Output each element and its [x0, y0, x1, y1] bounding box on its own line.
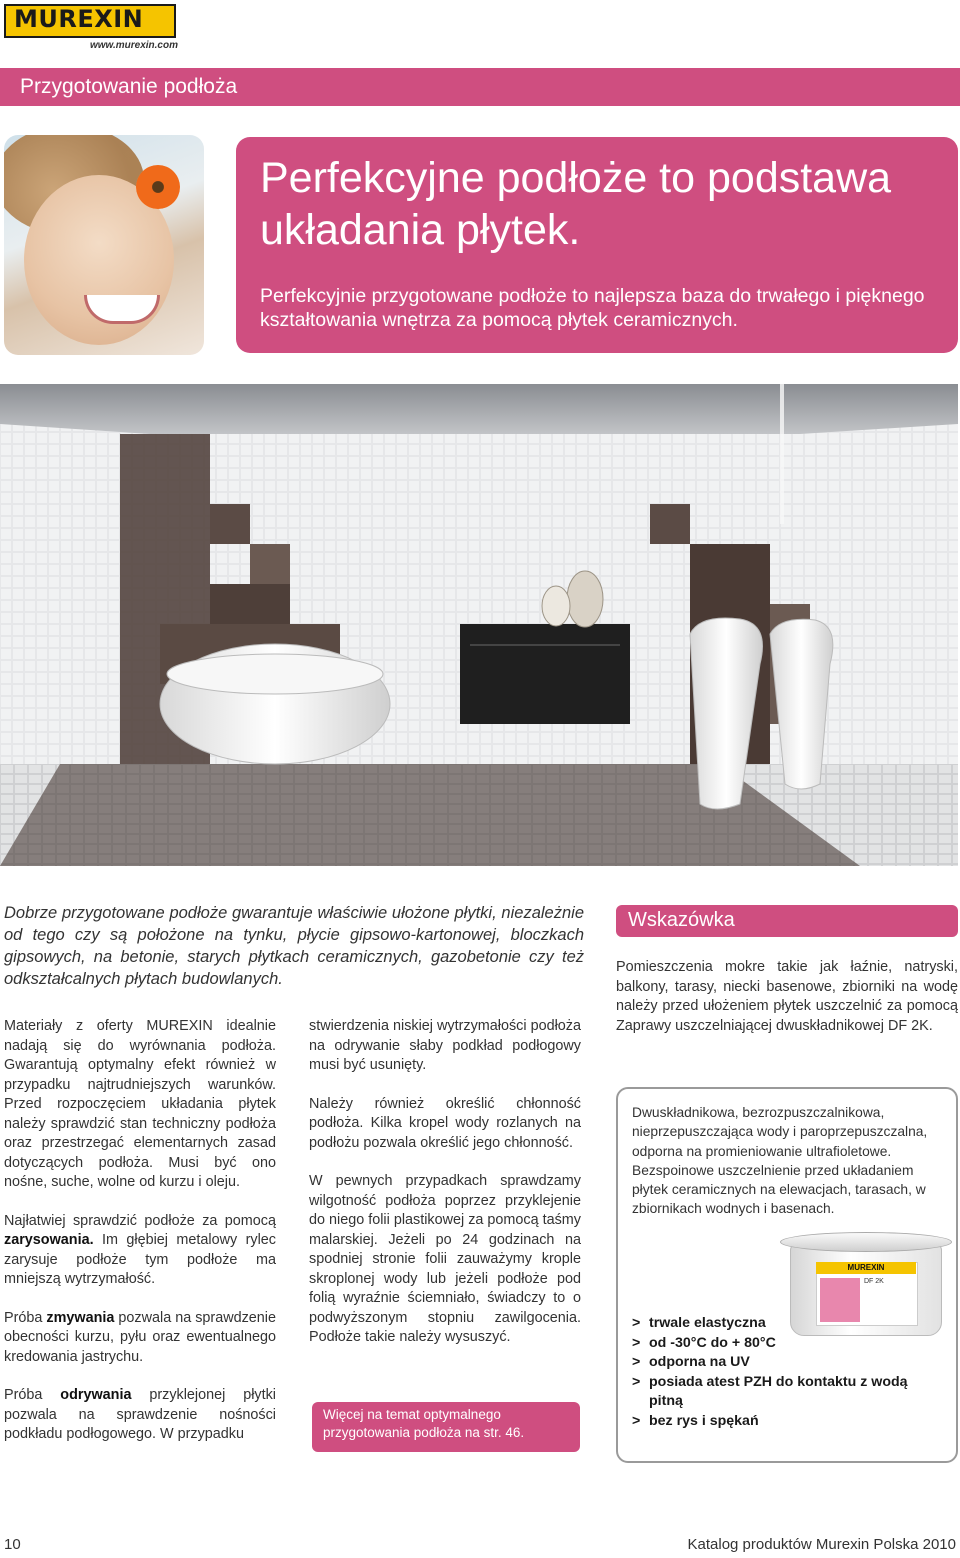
- col1-paragraph-3: [4, 1309, 276, 1368]
- col1-p4-bold: odrywania: [60, 1387, 132, 1403]
- col1-p4-text-a: Próba: [4, 1387, 61, 1403]
- section-title: Przygotowanie podłoża: [20, 75, 238, 98]
- footer-title: Katalog produktów Murexin Polska 2010: [687, 1536, 956, 1553]
- page-number: 10: [4, 1536, 21, 1553]
- more-info-link[interactable]: Więcej na temat optymalnego przygotowania podłoża na str. 46.: [323, 1407, 525, 1440]
- col1-paragraph-1: Materiały z oferty MUREXIN idealnie nadają się do wyrównania podłoża. Gwarantują optymalny efekt również w przypadku najtrudniejszych warunków. Przed rozpoczęciem układania płytek należy sprawdzić stan techniczny podłoża oraz przestrzegać elementarnych zasad dotyczących podłoża. Musi być ono nośne, suche, wolne od kurzu i oleju.: [4, 1018, 276, 1190]
- col1-p2-text-a: Najłatwiej sprawdzić podłoże za pomocą: [4, 1212, 276, 1229]
- feature-text: od -30°C do + 80°C: [649, 1334, 776, 1351]
- portrait-photo: [4, 135, 204, 355]
- feature-text: odporna na UV: [649, 1354, 750, 1370]
- feature-list: [632, 1314, 942, 1431]
- bullet-arrow-icon: >: [632, 1354, 641, 1370]
- feature-text: posiada atest PZH do kontaktu z wodą pitną: [649, 1373, 908, 1409]
- feature-item: [632, 1314, 942, 1334]
- col1-paragraph-4: [4, 1386, 276, 1445]
- logo-url[interactable]: www.murexin.com: [90, 40, 178, 51]
- bucket-brand: MUREXIN: [816, 1262, 916, 1274]
- bullet-arrow-icon: >: [632, 1315, 641, 1331]
- logo-text: MUREXIN: [14, 5, 144, 33]
- bucket-product-name: DF 2K: [864, 1278, 884, 1285]
- text-column-1: [4, 1017, 276, 1464]
- bathroom-photo: [0, 384, 958, 866]
- col1-p2-bold: zarysowania.: [4, 1232, 94, 1248]
- feature-item: [632, 1412, 942, 1432]
- page-subtitle: Perfekcyjnie przygotowane podłoże to najlepsza baza do trwałego i pięknego kształtowania wnętrza za pomocą płytek ceramicznych.: [260, 285, 925, 331]
- lead-paragraph: Dobrze przygotowane podłoże gwarantuje właściwie ułożone płytki, niezależnie od tego czy są położone na tynku, płycie gipsowo-kartonowej, bloczkach gipsowych, na betonie, starych płytkach ceramicznych, gazobetonie czy też odkształcalnych płytach budowlanych.: [4, 904, 584, 988]
- page-title: Perfekcyjne podłoże to podstawa układania płytek.: [260, 154, 892, 254]
- col1-p4-text-c: przyklejonej płytki pozwala na sprawdzenie nośności podkładu podłogowego. W przypadku: [4, 1387, 276, 1442]
- col2-paragraph-3: W pewnych przypadkach sprawdzamy wilgotność podłoża poprzez przyklejenie do niego folii plastikowej za pomocą taśmy malarskiej. Jeżeli po 24 godzinach na spodniej stronie folii zauważymy krople skroplonej wody lub jeżeli podłoże pod folią wyraźnie ściemniało, świadczy to o podwyższonym stopniu zawilgocenia. Podłoże takie należy wysuszyć.: [309, 1173, 581, 1345]
- col1-p3-text-c: pozwala na sprawdzenie obecności kurzu, pyłu oraz ewentualnego kredowania jastrychu.: [4, 1309, 276, 1365]
- feature-item: [632, 1353, 942, 1373]
- feature-text: bez rys i spękań: [649, 1412, 759, 1429]
- hint-title: Wskazówka: [628, 909, 735, 931]
- bathroom-illustration: [0, 384, 958, 866]
- col2-paragraph-1: stwierdzenia niskiej wytrzymałości podłoża na odrywanie słaby podkład podłogowy musi być usunięty.: [309, 1018, 581, 1073]
- bullet-arrow-icon: >: [632, 1373, 641, 1390]
- flower-icon: [136, 165, 180, 209]
- text-column-2: [309, 1017, 581, 1367]
- col2-paragraph-2: Należy również określić chłonność podłoża. Kilka kropel wody rozlanych na podłożu pozwala określić jego chłonność.: [309, 1095, 581, 1151]
- col1-p2-text-c: Im głębiej metalowy rylec zarysuje podłoże tym podłoże ma mniejszą wytrzymałość.: [4, 1232, 276, 1287]
- col1-p3-text-a: Próba: [4, 1309, 47, 1326]
- bullet-arrow-icon: >: [632, 1412, 641, 1429]
- col1-p3-bold: zmywania: [46, 1309, 115, 1326]
- product-description: Dwuskładnikowa, bezrozpuszczalnikowa, nieprzepuszczająca wody i paroprzepuszczalna, odporna na promieniowanie ultrafioletowe. Bezspoinowe uszczelnienie przed układaniem płytek ceramicznych na elewacjach, tarasach, w zbiornikach wodnych i basenach.: [632, 1105, 928, 1217]
- col1-paragraph-2: [4, 1212, 276, 1290]
- feature-text: trwale elastyczna: [649, 1315, 766, 1331]
- feature-item: [632, 1373, 942, 1412]
- bullet-arrow-icon: >: [632, 1334, 641, 1351]
- hint-text: Pomieszczenia mokre takie jak łaźnie, natryski, balkony, tarasy, niecki basenowe, zbiorniki na wodę należy przed ułożeniem płytek uszczelnić za pomocą Zaprawy uszczelniającej dwuskładnikowej DF 2K.: [616, 959, 958, 1034]
- feature-item: [632, 1334, 942, 1354]
- bucket-lid: [780, 1232, 952, 1252]
